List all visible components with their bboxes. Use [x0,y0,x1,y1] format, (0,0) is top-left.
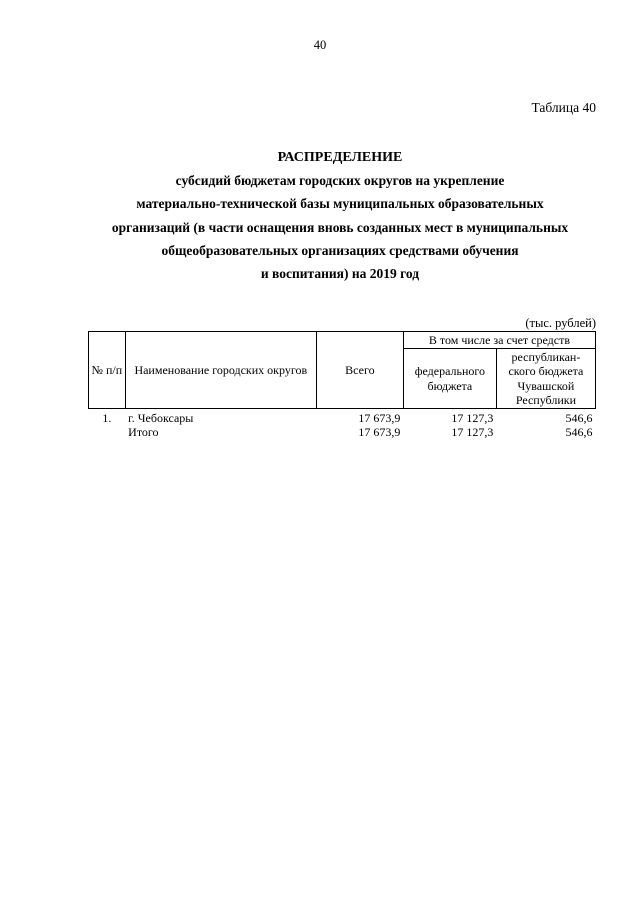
subtitle-line: организаций (в части оснащения вновь созданных мест в муниципальных [111,219,569,235]
header-name: Наименование городских округов [125,332,316,409]
header-federal: федерального бюджета [403,349,496,409]
table-row [89,425,596,439]
row-republic: 546,6 [565,411,593,426]
row-number [89,425,126,439]
subtitle-line: материально-технической базы муниципальных образовательных [136,196,544,212]
subtitle-line: и воспитания) на 2019 год [260,266,420,282]
row-name: Итого [128,425,159,440]
row-name: г. Чебоксары [128,411,194,426]
subtitle-line: субсидий бюджетам городских округов на укрепление [175,173,505,188]
header-number: № п/п [89,332,126,409]
subtitle-line: общеобразовательных организациях средствами обучения [161,242,519,258]
header-total: Всего [316,332,403,409]
row-total: 17 673,9 [358,425,401,440]
row-total: 17 673,9 [358,411,401,426]
row-number: 1. [102,411,112,426]
page-number: 40 [313,38,327,52]
row-republic: 546,6 [565,425,593,440]
row-federal: 17 127,3 [451,425,494,440]
distribution-table [88,331,596,439]
header-republic: республикан-ского бюджета Чувашской Республики [496,349,595,409]
header-group: В том числе за счет средств [403,332,595,349]
row-federal: 17 127,3 [451,411,494,426]
table-label: Таблица 40 [531,100,596,115]
document-title: РАСПРЕДЕЛЕНИЕ [277,150,403,165]
title-block [80,147,600,285]
units-label: (тыс. рублей) [525,316,596,330]
table-row [89,409,596,426]
